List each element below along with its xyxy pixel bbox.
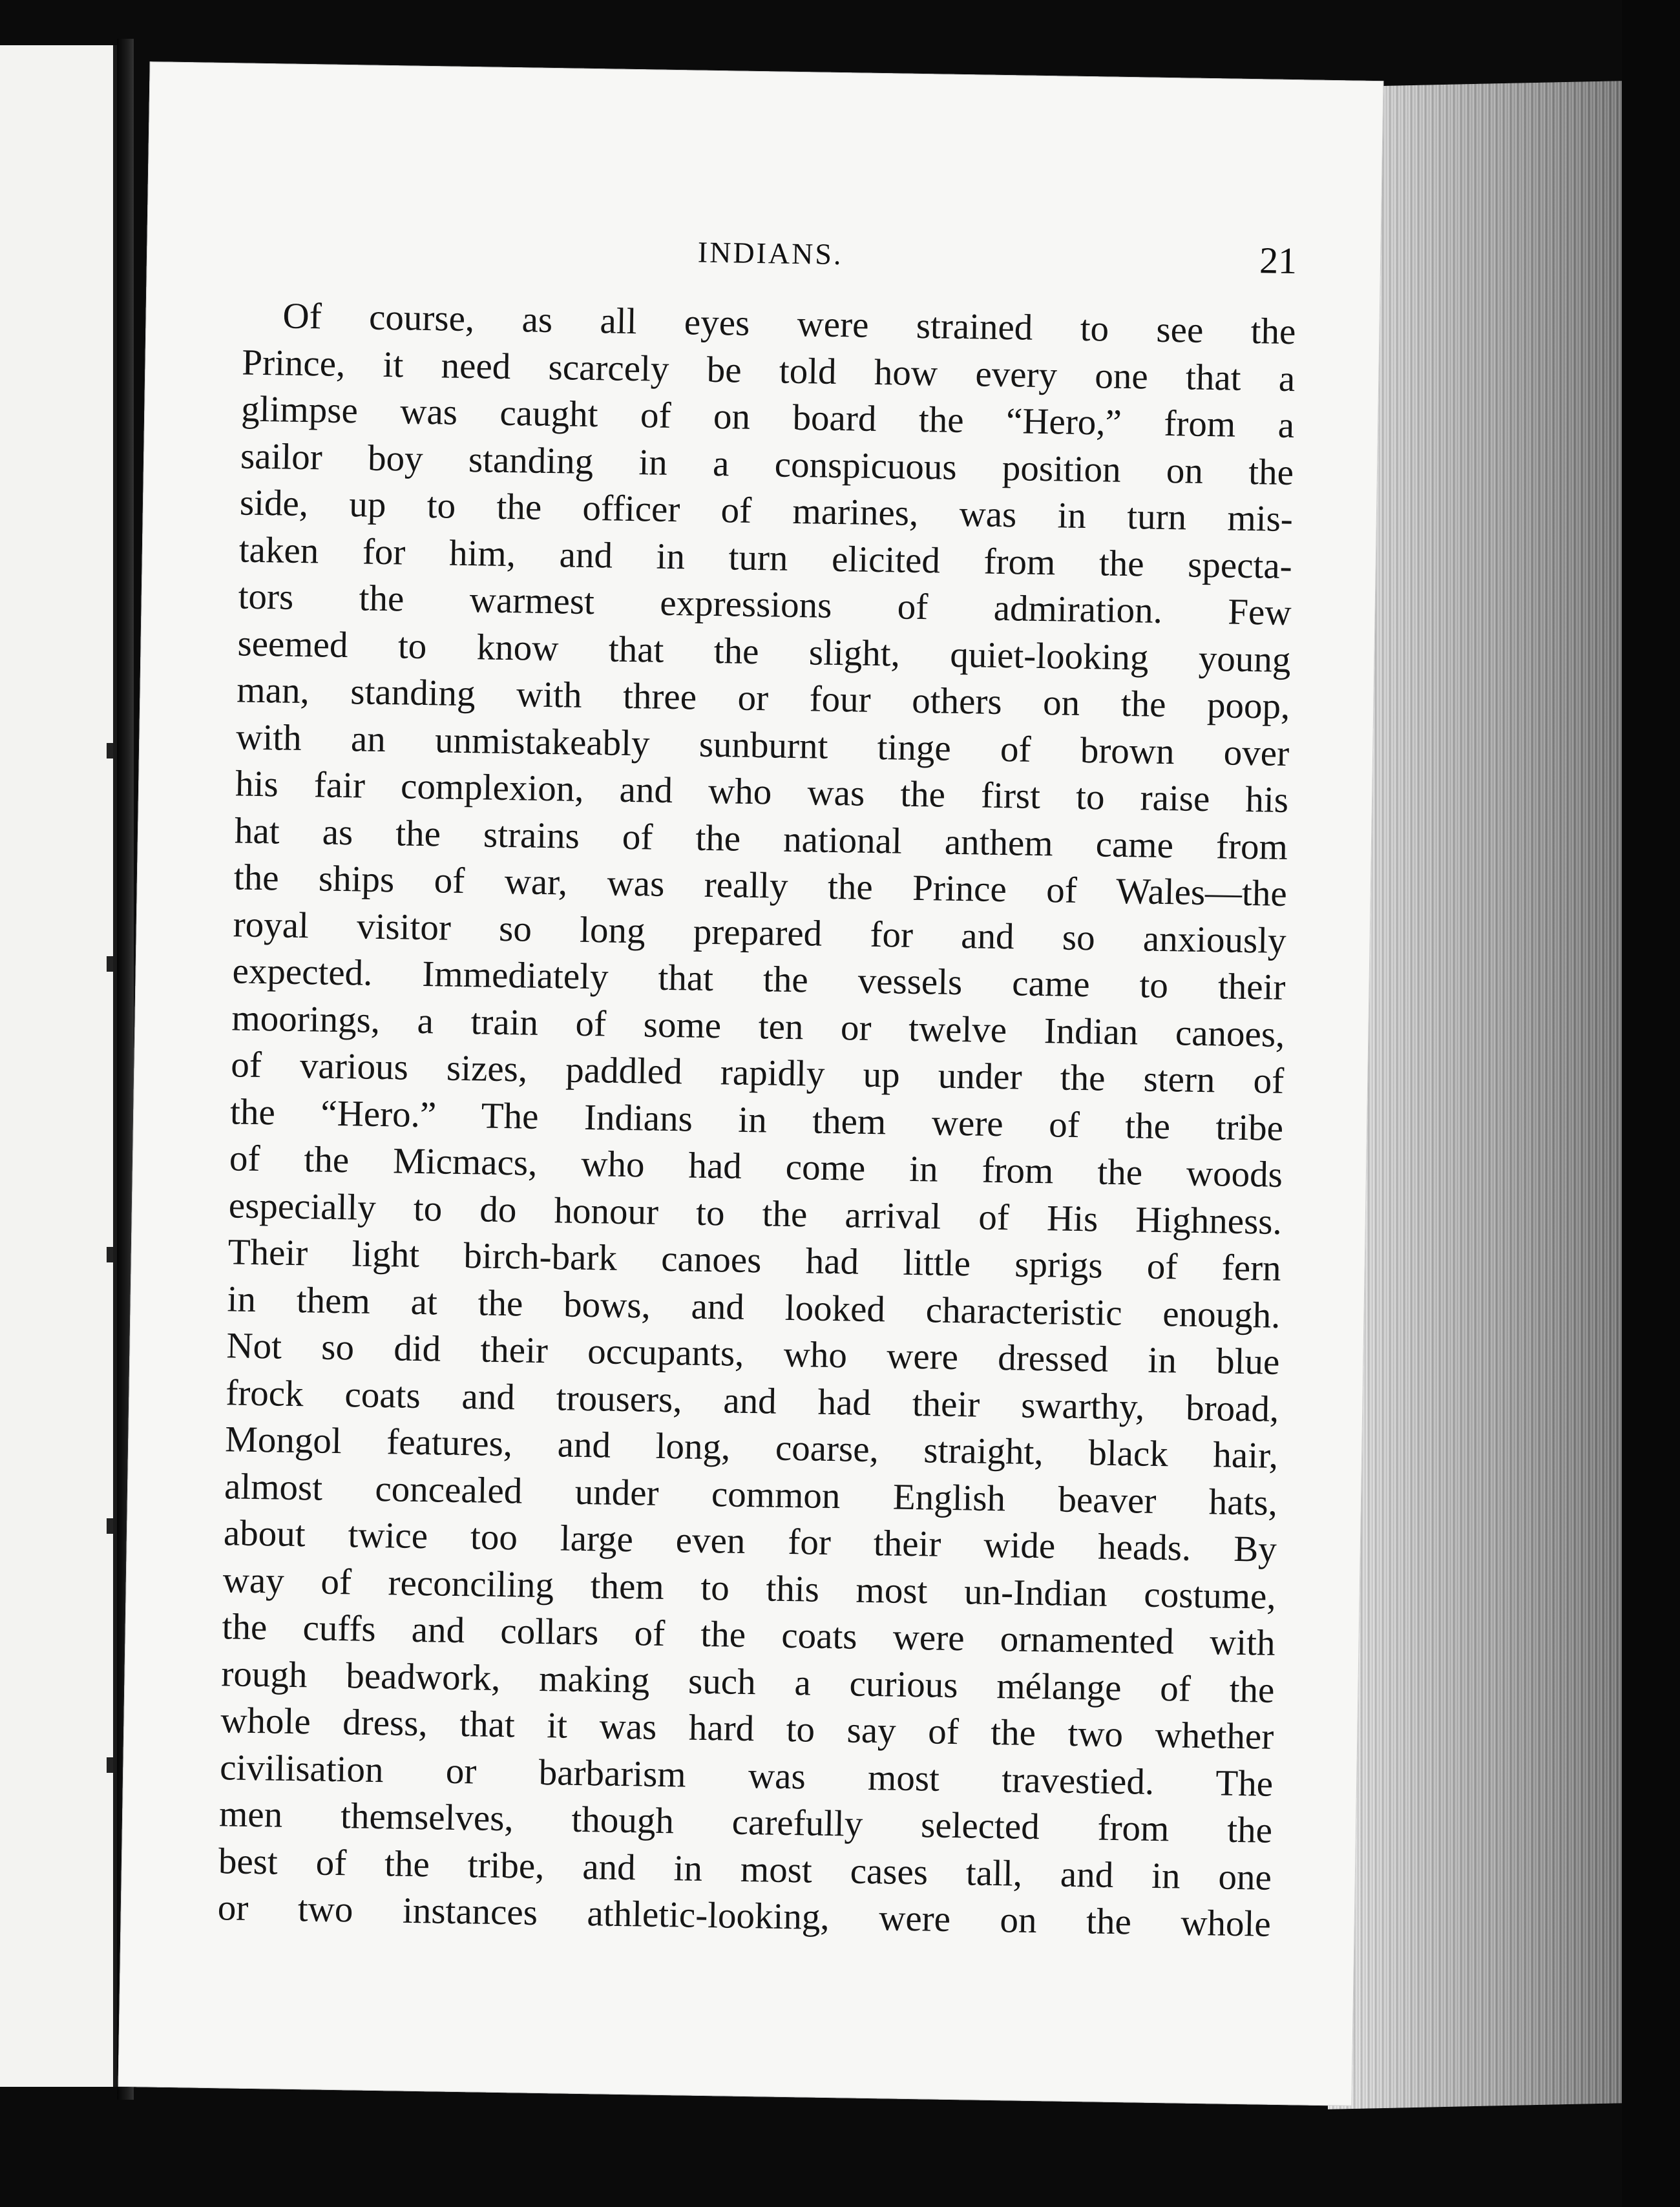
- page-edge-mark: [107, 956, 113, 972]
- text-line: hat as the strains of the national anthem came from: [234, 810, 1288, 868]
- text-line: men themselves, though carefully selected from the: [218, 1794, 1273, 1851]
- text-line: Not so did their occupants, who were dressed in blue: [226, 1325, 1280, 1383]
- page-header: [243, 228, 1297, 297]
- page-edge-mark: [107, 743, 113, 758]
- page-edge-mark: [107, 1757, 113, 1773]
- previous-page-edge: [0, 45, 117, 2087]
- text-line: side, up to the officer of marines, was in turn mis-: [239, 482, 1294, 540]
- text-line: of various sizes, paddled rapidly up under the stern of: [230, 1044, 1285, 1102]
- text-line: Of course, as all eyes were strained to see the: [282, 295, 1296, 353]
- text-line: moorings, a train of some ten or twelve Indian canoes,: [231, 997, 1285, 1055]
- text-line: frock coats and trousers, and had their swarthy, broad,: [225, 1372, 1279, 1430]
- running-head: INDIANS.: [697, 235, 843, 271]
- text-line: Prince, it need scarcely be told how every one that a: [241, 341, 1296, 399]
- text-line: seemed to know that the slight, quiet-looking young: [237, 622, 1291, 680]
- text-line: rough beadwork, making such a curious mélange of the: [221, 1653, 1275, 1711]
- text-line: civilisation or barbarism was most travestied. The: [219, 1746, 1274, 1804]
- text-line: especially to do honour to the arrival of His Highness.: [228, 1184, 1283, 1242]
- text-line: royal visitor so long prepared for and so anxiously: [233, 903, 1287, 961]
- text-line: with an unmistakeably sunburnt tinge of brown over: [235, 716, 1290, 774]
- text-line: the “Hero.” The Indians in them were of the tribe: [229, 1091, 1284, 1149]
- text-line: Mongol features, and long, coarse, straight, black hair,: [224, 1419, 1279, 1476]
- page-edge-mark: [107, 1518, 113, 1534]
- page-number: 21: [1259, 239, 1297, 282]
- text-line: way of reconciling them to this most un-Indian costume,: [222, 1559, 1277, 1617]
- text-line: the ships of war, was really the Prince of Wales—the: [233, 857, 1288, 914]
- text-line: whole dress, that it was hard to say of the two whether: [220, 1700, 1274, 1757]
- book-page: [118, 61, 1383, 2106]
- text-line: sailor boy standing in a conspicuous position on the: [240, 435, 1294, 493]
- text-line: glimpse was caught of on board the “Hero,” from a: [240, 388, 1295, 446]
- text-line: Their light birch-bark canoes had little sprigs of fern: [227, 1231, 1282, 1289]
- text-line: tors the warmest expressions of admiration. Few: [238, 576, 1292, 634]
- text-line: or two instances athletic-looking, were on the whole: [217, 1887, 1272, 1945]
- text-line: man, standing with three or four others on the poop,: [236, 669, 1290, 727]
- text-line: expected. Immediately that the vessels came to their: [232, 950, 1286, 1008]
- scan-border: [1622, 0, 1680, 2207]
- text-line: of the Micmacs, who had come in from the woods: [229, 1138, 1283, 1195]
- text-line: his fair complexion, and who was the first to raise his: [235, 763, 1289, 821]
- text-line: best of the tribe, and in most cases tall, and in one: [218, 1840, 1272, 1898]
- text-line: the cuffs and collars of the coats were ornamented with: [222, 1606, 1276, 1664]
- body-text: [217, 293, 1296, 1949]
- text-line: almost concealed under common English beaver hats,: [224, 1465, 1278, 1523]
- text-line: about twice too large even for their wide heads. By: [223, 1512, 1277, 1570]
- text-line: taken for him, and in turn elicited from the specta-: [238, 528, 1293, 587]
- page-edge-mark: [107, 1247, 113, 1262]
- text-line: in them at the bows, and looked characteristic enough.: [227, 1278, 1281, 1336]
